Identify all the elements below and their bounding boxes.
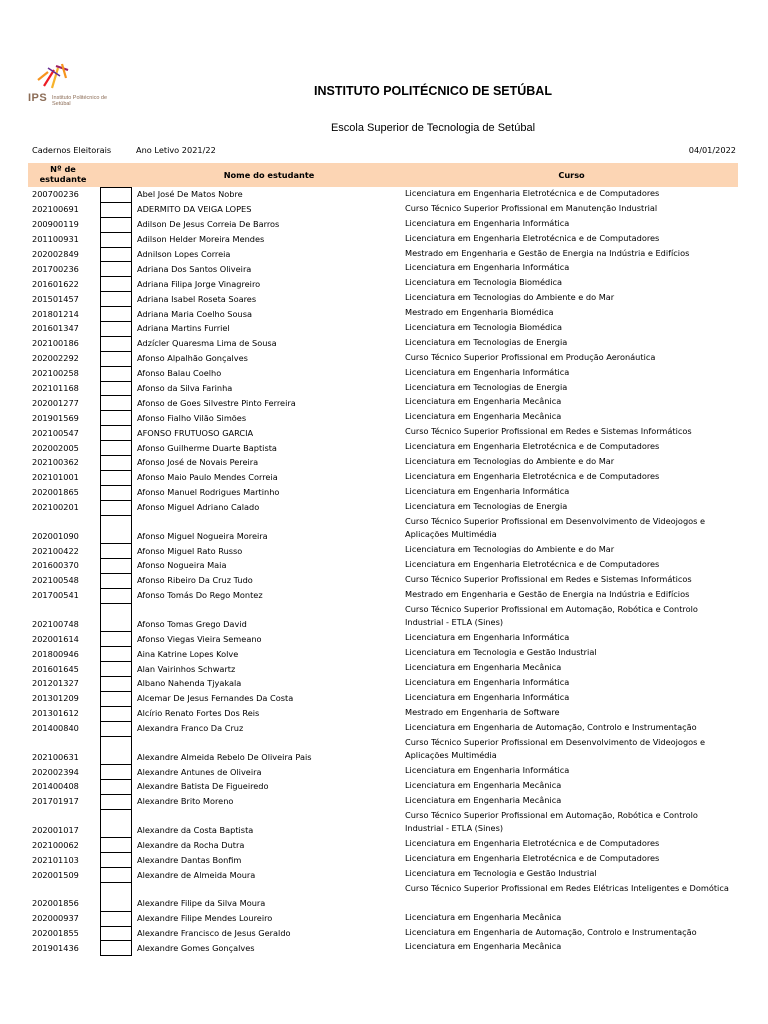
table-row <box>0 706 768 721</box>
signature-box <box>100 809 132 838</box>
student-name: ADERMITO DA VEIGA LOPES <box>137 204 252 215</box>
student-course: Licenciatura em Engenharia Informática <box>405 217 570 228</box>
student-course: Licenciatura em Engenharia Informática <box>405 677 570 688</box>
student-number: 201601622 <box>32 278 79 289</box>
student-name: Alexandre Francisco de Jesus Geraldo <box>137 927 291 938</box>
signature-box <box>100 646 132 661</box>
signature-box <box>100 911 132 926</box>
student-number: 201801214 <box>32 308 79 319</box>
student-name: Albano Nahenda Tjyakala <box>137 678 242 689</box>
student-number: 202002005 <box>32 442 79 453</box>
student-name: Adriana Isabel Roseta Soares <box>137 293 257 304</box>
student-number: 202100258 <box>32 368 79 379</box>
table-row <box>0 940 768 955</box>
student-number: 201601645 <box>32 663 79 674</box>
student-number: 202100062 <box>32 839 79 850</box>
logo-ips-text: IPS <box>28 92 48 104</box>
student-name: Alexandre Antunes de Oliveira <box>137 766 262 777</box>
student-number: 202100548 <box>32 575 79 586</box>
table-row <box>0 646 768 661</box>
table-row <box>0 425 768 440</box>
student-name: Alexandre Batista De Figueiredo <box>137 781 269 792</box>
student-number: 201201327 <box>32 678 79 689</box>
student-course: Licenciatura em Tecnologias de Energia <box>405 381 568 392</box>
table-row <box>0 410 768 425</box>
table-row <box>0 395 768 410</box>
signature-box <box>100 440 132 455</box>
table-bottom-border <box>100 955 132 956</box>
student-name: Adriana Dos Santos Oliveira <box>137 263 252 274</box>
student-number: 201400840 <box>32 723 79 734</box>
student-name: Afonso Viegas Vieira Semeano <box>137 633 262 644</box>
student-number: 202100201 <box>32 502 79 513</box>
signature-box <box>100 691 132 706</box>
signature-box <box>100 410 132 425</box>
student-number: 202100186 <box>32 338 79 349</box>
signature-box <box>100 425 132 440</box>
student-course: Licenciatura em Engenharia Eletrotécnica e de Computadores <box>405 838 660 849</box>
table-row <box>0 603 768 632</box>
signature-box <box>100 852 132 867</box>
student-name: Afonso Miguel Adriano Calado <box>137 502 260 513</box>
signature-box <box>100 291 132 306</box>
student-number: 202001614 <box>32 633 79 644</box>
student-name: Afonso de Goes Silvestre Pinto Ferreira <box>137 397 296 408</box>
student-course: Curso Técnico Superior Profissional em Automação, Robótica e Controlo Industrial - ETLA (Sines) <box>405 809 698 834</box>
student-number: 202101168 <box>32 382 79 393</box>
student-number: 202001090 <box>32 530 79 541</box>
student-name: Afonso Nogueira Maia <box>137 560 227 571</box>
signature-box <box>100 543 132 558</box>
signature-box <box>100 306 132 321</box>
signature-box <box>100 940 132 955</box>
student-course: Licenciatura em Engenharia Mecânica <box>405 396 562 407</box>
student-number: 202100547 <box>32 427 79 438</box>
signature-box <box>100 706 132 721</box>
signature-box <box>100 217 132 232</box>
student-number: 201501457 <box>32 293 79 304</box>
student-number: 202100362 <box>32 457 79 468</box>
student-name: Afonso Fialho Vilão Simões <box>137 412 247 423</box>
student-number: 202100748 <box>32 618 79 629</box>
signature-box <box>100 882 132 911</box>
student-course: Licenciatura em Engenharia Eletrotécnica e de Computadores <box>405 188 660 198</box>
table-row <box>0 485 768 500</box>
signature-box <box>100 232 132 247</box>
student-number: 201701917 <box>32 796 79 807</box>
student-number: 202002394 <box>32 766 79 777</box>
table-row <box>0 837 768 852</box>
table-row <box>0 321 768 336</box>
table-row <box>0 852 768 867</box>
student-course: Licenciatura em Engenharia Informática <box>405 691 570 702</box>
student-name: Adilson Helder Moreira Mendes <box>137 234 265 245</box>
academic-year: Ano Letivo 2021/22 <box>136 145 216 155</box>
student-course: Licenciatura em Engenharia Informática <box>405 485 570 496</box>
table-row <box>0 926 768 941</box>
table-row <box>0 381 768 396</box>
signature-box <box>100 926 132 941</box>
signature-box <box>100 247 132 262</box>
student-course: Curso Técnico Superior Profissional em Desenvolvimento de Videojogos e Aplicações Multimédia <box>405 736 706 761</box>
student-number: 202001855 <box>32 927 79 938</box>
signature-box <box>100 736 132 765</box>
signature-box <box>100 321 132 336</box>
table-row <box>0 217 768 232</box>
signature-box <box>100 276 132 291</box>
table-row <box>0 306 768 321</box>
student-number: 201700236 <box>32 263 79 274</box>
student-course: Licenciatura em Engenharia Mecânica <box>405 780 562 791</box>
table-row <box>0 470 768 485</box>
student-number: 202001509 <box>32 869 79 880</box>
student-course: Curso Técnico Superior Profissional em Redes Elétricas Inteligentes e Domótica <box>405 883 729 894</box>
student-name: Aina Katrine Lopes Kolve <box>137 648 239 659</box>
student-name: AFONSO FRUTUOSO GARCIA <box>137 427 254 438</box>
student-number: 202100631 <box>32 751 79 762</box>
student-name: Afonso Alpalhão Gonçalves <box>137 353 248 364</box>
signature-box <box>100 336 132 351</box>
signature-box <box>100 455 132 470</box>
student-number: 200700236 <box>32 189 79 200</box>
signature-box <box>100 187 132 202</box>
document-label: Cadernos Eleitorais <box>32 145 112 155</box>
table-header <box>28 163 738 187</box>
table-row <box>0 661 768 676</box>
student-name: Afonso Maio Paulo Mendes Correia <box>137 472 278 483</box>
student-name: Alexandre de Almeida Moura <box>137 869 256 880</box>
student-number: 202001277 <box>32 397 79 408</box>
table-row <box>0 366 768 381</box>
signature-box <box>100 631 132 646</box>
student-course: Curso Técnico Superior Profissional em Redes e Sistemas Informáticos <box>405 426 692 437</box>
student-course: Licenciatura em Engenharia Informática <box>405 765 570 776</box>
student-name: Adriana Maria Coelho Sousa <box>137 308 252 319</box>
signature-box <box>100 837 132 852</box>
student-course: Licenciatura em Engenharia de Automação, Controlo e Instrumentação <box>405 721 697 732</box>
header-course: Curso <box>558 170 585 180</box>
student-course: Mestrado em Engenharia e Gestão de Energia na Indústria e Edifícios <box>405 588 690 599</box>
student-name: Alexandra Franco Da Cruz <box>137 723 244 734</box>
student-number: 201400408 <box>32 781 79 792</box>
student-course: Mestrado em Engenharia Biomédica <box>405 307 554 318</box>
student-name: Afonso Ribeiro Da Cruz Tudo <box>137 575 253 586</box>
signature-box <box>100 588 132 603</box>
student-number: 202000937 <box>32 913 79 924</box>
signature-box <box>100 381 132 396</box>
signature-box <box>100 676 132 691</box>
table-row <box>0 515 768 544</box>
table-row <box>0 500 768 515</box>
student-number: 201100931 <box>32 234 79 245</box>
page-title: INSTITUTO POLITÉCNICO DE SETÚBAL <box>314 84 552 98</box>
student-course: Curso Técnico Superior Profissional em Automação, Robótica e Controlo Industrial - ETLA (Sines) <box>405 603 698 628</box>
table-row <box>0 882 768 911</box>
table-row <box>0 676 768 691</box>
student-name: Adilson De Jesus Correia De Barros <box>137 219 280 230</box>
signature-box <box>100 721 132 736</box>
student-name: Adnilson Lopes Correia <box>137 248 231 259</box>
table-row <box>0 573 768 588</box>
student-course: Licenciatura em Tecnologias do Ambiente e do Mar <box>405 456 615 467</box>
table-row <box>0 440 768 455</box>
table-row <box>0 736 768 765</box>
header-student-number: Nº de estudante <box>39 164 87 184</box>
table-row <box>0 911 768 926</box>
student-name: Afonso Guilherme Duarte Baptista <box>137 442 277 453</box>
table-row <box>0 588 768 603</box>
student-name: Afonso Tomás Do Rego Montez <box>137 590 263 601</box>
student-name: Afonso Miguel Rato Russo <box>137 545 243 556</box>
student-name: Alexandre Filipe Mendes Loureiro <box>137 913 273 924</box>
student-course: Mestrado em Engenharia e Gestão de Energia na Indústria e Edifícios <box>405 247 690 258</box>
student-name: Alexandre Filipe da Silva Moura <box>137 898 266 909</box>
table-row <box>0 691 768 706</box>
student-number: 202100691 <box>32 204 79 215</box>
signature-box <box>100 261 132 276</box>
student-number: 202002292 <box>32 353 79 364</box>
table-row <box>0 779 768 794</box>
student-course: Licenciatura em Engenharia Mecânica <box>405 411 562 422</box>
table-row <box>0 455 768 470</box>
table-row <box>0 809 768 838</box>
student-course: Licenciatura em Engenharia Eletrotécnica e de Computadores <box>405 232 660 243</box>
student-name: Alcemar De Jesus Fernandes Da Costa <box>137 693 294 704</box>
student-name: Afonso Miguel Nogueira Moreira <box>137 530 268 541</box>
student-number: 202100422 <box>32 545 79 556</box>
student-course: Licenciatura em Engenharia Eletrotécnica e de Computadores <box>405 853 660 864</box>
student-name: Alexandre da Rocha Dutra <box>137 839 245 850</box>
student-course: Curso Técnico Superior Profissional em Produção Aeronáutica <box>405 351 656 362</box>
signature-box <box>100 366 132 381</box>
signature-box <box>100 764 132 779</box>
student-number: 201800946 <box>32 648 79 659</box>
logo-subtext: Instituto Politécnico de Setúbal <box>52 95 108 107</box>
student-course: Licenciatura em Engenharia Informática <box>405 262 570 273</box>
student-name: Afonso Balau Coelho <box>137 368 222 379</box>
student-course: Curso Técnico Superior Profissional em Redes e Sistemas Informáticos <box>405 573 692 584</box>
table-row <box>0 721 768 736</box>
signature-box <box>100 558 132 573</box>
student-name: Alan Vairinhos Schwartz <box>137 663 236 674</box>
table-row <box>0 336 768 351</box>
student-number: 202001865 <box>32 487 79 498</box>
table-row <box>0 276 768 291</box>
student-name: Adriana Filipa Jorge Vinagreiro <box>137 278 261 289</box>
student-course: Licenciatura em Tecnologia Biomédica <box>405 322 562 333</box>
student-course: Licenciatura em Tecnologias do Ambiente e do Mar <box>405 544 615 555</box>
student-name: Alcírio Renato Fortes Dos Reis <box>137 708 260 719</box>
table-row <box>0 631 768 646</box>
student-number: 201600370 <box>32 560 79 571</box>
student-number: 202101001 <box>32 472 79 483</box>
student-number: 201901436 <box>32 942 79 953</box>
student-course: Licenciatura em Engenharia Mecânica <box>405 941 562 952</box>
signature-box <box>100 470 132 485</box>
student-number: 202002849 <box>32 248 79 259</box>
student-course: Curso Técnico Superior Profissional em Manutenção Industrial <box>405 202 658 213</box>
table-row <box>0 867 768 882</box>
student-name: Afonso José de Novais Pereira <box>137 457 259 468</box>
student-course: Licenciatura em Engenharia Informática <box>405 632 570 643</box>
student-name: Alexandre da Costa Baptista <box>137 824 254 835</box>
student-name: Alexandre Dantas Bonfim <box>137 854 242 865</box>
table-row <box>0 261 768 276</box>
student-course: Licenciatura em Engenharia de Automação, Controlo e Instrumentação <box>405 926 697 937</box>
signature-box <box>100 485 132 500</box>
student-number: 201601347 <box>32 323 79 334</box>
signature-box <box>100 500 132 515</box>
student-course: Mestrado em Engenharia de Software <box>405 706 560 717</box>
student-number: 201700541 <box>32 590 79 601</box>
student-number: 202101103 <box>32 854 79 865</box>
signature-box <box>100 573 132 588</box>
student-number: 202001856 <box>32 898 79 909</box>
table-row <box>0 558 768 573</box>
student-number: 200900119 <box>32 219 79 230</box>
signature-box <box>100 794 132 809</box>
document-date: 04/01/2022 <box>688 145 736 155</box>
table-row <box>0 543 768 558</box>
student-number: 201301612 <box>32 708 79 719</box>
student-course: Licenciatura em Engenharia Mecânica <box>405 794 562 805</box>
table-row <box>0 351 768 366</box>
student-course: Licenciatura em Engenharia Eletrotécnica e de Computadores <box>405 441 660 452</box>
student-course: Licenciatura em Engenharia Mecânica <box>405 911 562 922</box>
student-course: Licenciatura em Engenharia Eletrotécnica e de Computadores <box>405 559 660 570</box>
table-row <box>0 187 768 202</box>
student-name: Alexandre Almeida Rebelo De Oliveira Pais <box>137 751 312 762</box>
student-name: Adriana Martins Furriel <box>137 323 230 334</box>
signature-box <box>100 867 132 882</box>
student-name: Alexandre Brito Moreno <box>137 796 234 807</box>
table-row <box>0 764 768 779</box>
student-name: Adzícler Quaresma Lima de Sousa <box>137 338 277 349</box>
table-row <box>0 232 768 247</box>
table-row <box>0 291 768 306</box>
signature-box <box>100 603 132 632</box>
signature-box <box>100 202 132 217</box>
student-course: Licenciatura em Tecnologias do Ambiente e do Mar <box>405 292 615 303</box>
student-table <box>0 187 768 955</box>
table-row <box>0 794 768 809</box>
signature-box <box>100 351 132 366</box>
student-course: Curso Técnico Superior Profissional em Desenvolvimento de Videojogos e Aplicações Multimédia <box>405 515 706 540</box>
signature-box <box>100 779 132 794</box>
signature-box <box>100 661 132 676</box>
table-row <box>0 202 768 217</box>
signature-box <box>100 515 132 544</box>
student-number: 202001017 <box>32 824 79 835</box>
student-name: Alexandre Gomes Gonçalves <box>137 942 255 953</box>
student-course: Licenciatura em Engenharia Mecânica <box>405 662 562 673</box>
header-student-name: Nome do estudante <box>223 170 315 180</box>
student-name: Afonso Manuel Rodrigues Martinho <box>137 487 280 498</box>
page-subtitle: Escola Superior de Tecnologia de Setúbal <box>330 122 536 134</box>
student-course: Licenciatura em Tecnologias de Energia <box>405 500 568 511</box>
student-course: Licenciatura em Tecnologia e Gestão Industrial <box>405 868 597 879</box>
signature-box <box>100 395 132 410</box>
student-name: Afonso Tomas Grego David <box>137 618 247 629</box>
student-number: 201301209 <box>32 693 79 704</box>
student-course: Licenciatura em Tecnologias de Energia <box>405 336 568 347</box>
student-course: Licenciatura em Engenharia Informática <box>405 366 570 377</box>
student-number: 201901569 <box>32 412 79 423</box>
student-name: Abel José De Matos Nobre <box>137 189 243 200</box>
student-course: Licenciatura em Engenharia Eletrotécnica e de Computadores <box>405 470 660 481</box>
table-row <box>0 247 768 262</box>
student-course: Licenciatura em Tecnologia Biomédica <box>405 277 562 288</box>
student-name: Afonso da Silva Farinha <box>137 382 233 393</box>
student-course: Licenciatura em Tecnologia e Gestão Industrial <box>405 647 597 658</box>
